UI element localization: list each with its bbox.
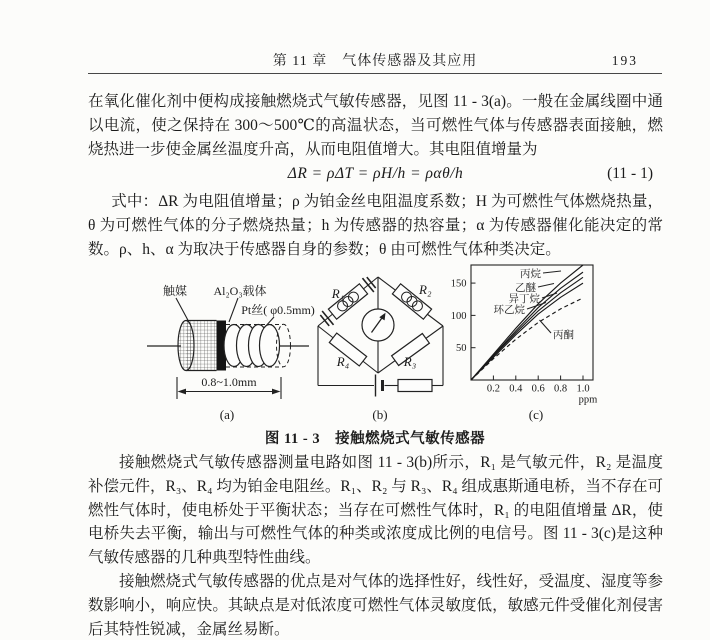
carrier-leader-line — [229, 298, 238, 322]
r2-label: R₂ — [419, 282, 432, 297]
curve-label-isobutane: 异丁烷 — [508, 294, 540, 305]
x-axis-unit-label: ppm — [578, 394, 598, 406]
r3-label: R₃ — [403, 354, 417, 369]
x-axis-ticks — [487, 376, 590, 395]
catalyst-label: 触媒 — [162, 284, 188, 298]
equation-11-1: ΔR = ρΔT = ρH/h = ραθ/h — [287, 165, 464, 182]
subfigure-a-label: (a) — [219, 407, 235, 422]
carrier-label: Al₂O₃载体 — [213, 284, 267, 298]
equation-number: (11 - 1) — [607, 165, 653, 182]
page-number: 193 — [611, 53, 638, 68]
dimension-arrowhead-right — [272, 389, 281, 395]
paragraph-pros-cons: 接触燃烧式气敏传感器的优点是对气体的选择性好，线性好，受温度、湿度等参数影响小，响应快。其缺点是对低浓度可燃性气体灵敏度低，敏感元件受催化剂侵害后其特性锐减，金属丝易断。 — [88, 572, 663, 638]
running-header — [88, 50, 662, 74]
pt-wire-label: Pt丝( φ0.5mm) — [241, 303, 315, 317]
dimension-label: 0.8~1.0mm — [201, 375, 257, 389]
y-axis-ticks — [451, 279, 476, 355]
paragraph-circuit-description: 接触燃烧式气敏传感器测量电路如图 11 - 3(b)所示，R₁ 是气敏元件，R₂ 是温度补偿元件，R₃、R₄ 均为铂金电阻丝。R₁、R₂ 与 R₃、R₄ 组成惠斯通电桥，当不存在可燃性气体时，使电桥处于平衡状态；当存在可燃性气体时，R₁ 的电阻值增量 ΔR，使电桥失去平衡，输出与可燃性气体的种类或浓度成比例的电信号。图 11 - 3(c)是这种气敏传感器的几种典型特性曲线。 — [88, 454, 663, 567]
y-tick-label: 150 — [450, 278, 467, 290]
curve-label-cyclohexane: 环乙烷 — [493, 305, 525, 316]
curve-leader-acetone — [540, 320, 552, 333]
paragraph-symbol-definitions: 式中：ΔR 为电阻值增量；ρ 为铂金丝电阻温度系数；H 为可燃性气体燃烧热量，θ 为可燃性气体的分子燃烧热量；h 为传感器的热容量；α 为传感器催化能决定的常数。ρ、h、α 为取决于传感器自身的参数；θ 由可燃性气体种类决定。 — [88, 193, 663, 258]
figure-b-bridge-circuit — [318, 276, 443, 422]
figure-c-characteristic-curves — [451, 265, 598, 422]
x-tick-label: 1.0 — [576, 383, 590, 395]
series-resistor — [398, 380, 432, 392]
figure-11-3 — [0, 252, 710, 424]
paragraph-intro: 在氧化催化剂中便构成接触燃烧式气敏传感器，见图 11 - 3(a)。一般在金属线圈中通以电流，使之保持在 300～500℃的高温状态，当可燃性气体与传感器表面接触，燃烧热进一步使金属丝温度升高，从而电阻值增大。其电阻值增量为 — [88, 93, 663, 158]
figure-caption: 图 11 - 3 接触燃烧式气敏传感器 — [264, 431, 486, 447]
r1-label: R₁ — [331, 286, 345, 301]
dimension-arrowhead-left — [178, 389, 187, 395]
subfigure-c-label: (c) — [528, 407, 544, 422]
equation-row — [88, 165, 663, 188]
subfigure-b-label: (b) — [372, 407, 388, 422]
r4-label: R₄ — [336, 354, 350, 369]
curve-label-propane: 丙烷 — [520, 269, 541, 280]
galvanometer-icon — [362, 309, 394, 341]
curve-label-ether: 乙醚 — [515, 283, 536, 294]
y-tick-label: 50 — [456, 343, 467, 355]
chapter-title: 第 11 章 气体传感器及其应用 — [272, 54, 478, 69]
x-tick-label: 0.2 — [486, 383, 500, 395]
catalyst-left-cap — [178, 321, 194, 371]
x-tick-label: 0.4 — [509, 383, 523, 395]
y-tick-label: 100 — [450, 310, 467, 322]
x-tick-label: 0.6 — [531, 383, 545, 395]
curve-leader-ether — [538, 284, 554, 288]
closing-paragraphs — [88, 451, 663, 639]
x-tick-label: 0.8 — [554, 383, 568, 395]
coil-turn — [260, 325, 280, 367]
curve-leader-propane — [543, 271, 561, 273]
figure-a-sensor-structure — [147, 283, 315, 422]
curve-label-acetone: 丙酮 — [553, 330, 574, 341]
